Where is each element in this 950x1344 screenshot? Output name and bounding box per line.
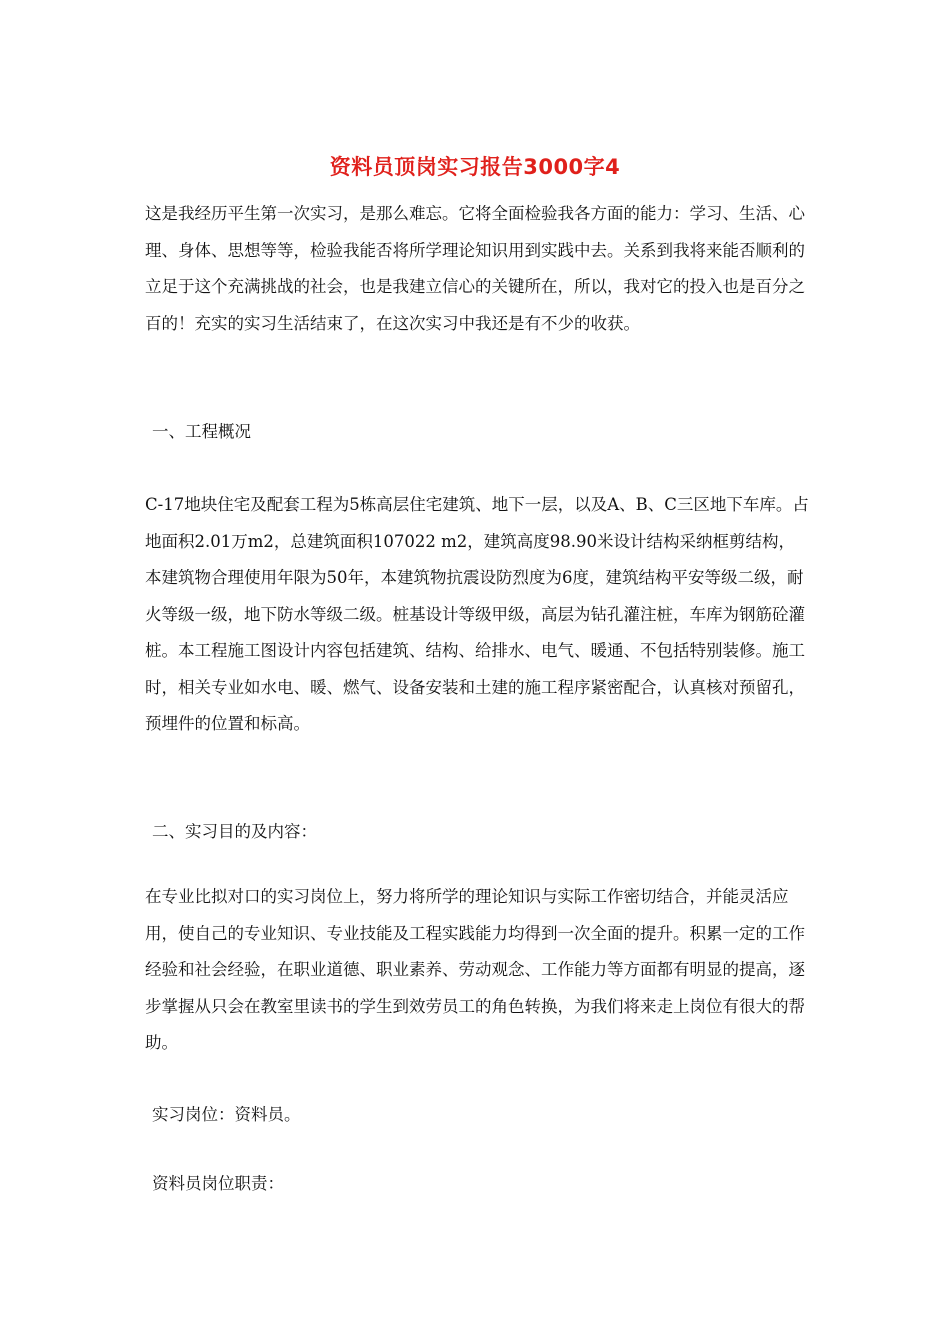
section-heading-overview: 一、工程概况 [152,422,251,441]
section-heading-purpose: 二、实习目的及内容： [152,822,317,841]
intro-paragraph: 这是我经历平生第一次实习，是那么难忘。它将全面检验我各方面的能力：学习、生活、心理、身体、思想等等，检验我能否将所学理论知识用到实践中去。关系到我将来能否顺利的立足于这个充满挑战的社会，也是我建立信心的关键所在，所以，我对它的投入也是百分之百的！充实的实习生活结束了，在这次实习中我还是有不少的收获。 [145,204,805,333]
overview-paragraph: C-17地块住宅及配套工程为5栋高层住宅建筑、地下一层，以及A、B、C三区地下车库。占地面积2.01万m2，总建筑面积107022 m2，建筑高度98.90米设计结构采纳框剪结构，本建筑物合理使用年限为50年，本建筑物抗震设防烈度为6度，建筑结构平安等级二级，耐火等级一级，地下防水等级二级。桩基设计等级甲级，高层为钻孔灌注桩，车库为钢筋砼灌桩。本工程施工图设计内容包括建筑、结构、给排水、电气、暖通、不包括特别装修。施工时，相关专业如水电、暖、燃气、设备安装和土建的施工程序紧密配合，认真核对预留孔，预埋件的位置和标高。 [145,495,809,733]
purpose-paragraph: 在专业比拟对口的实习岗位上，努力将所学的理论知识与实际工作密切结合，并能灵活应用，使自己的专业知识、专业技能及工程实践能力均得到一次全面的提升。积累一定的工作经验和社会经验，在职业道德、职业素养、劳动观念、工作能力等方面都有明显的提高，逐步掌握从只会在教室里读书的学生到效劳员工的角色转换，为我们将来走上岗位有很大的帮助。 [145,887,805,1052]
duties-heading: 资料员岗位职责： [152,1174,284,1193]
internship-position-line: 实习岗位：资料员。 [152,1105,301,1124]
document-title: 资料员顶岗实习报告3000字4 [329,155,621,179]
